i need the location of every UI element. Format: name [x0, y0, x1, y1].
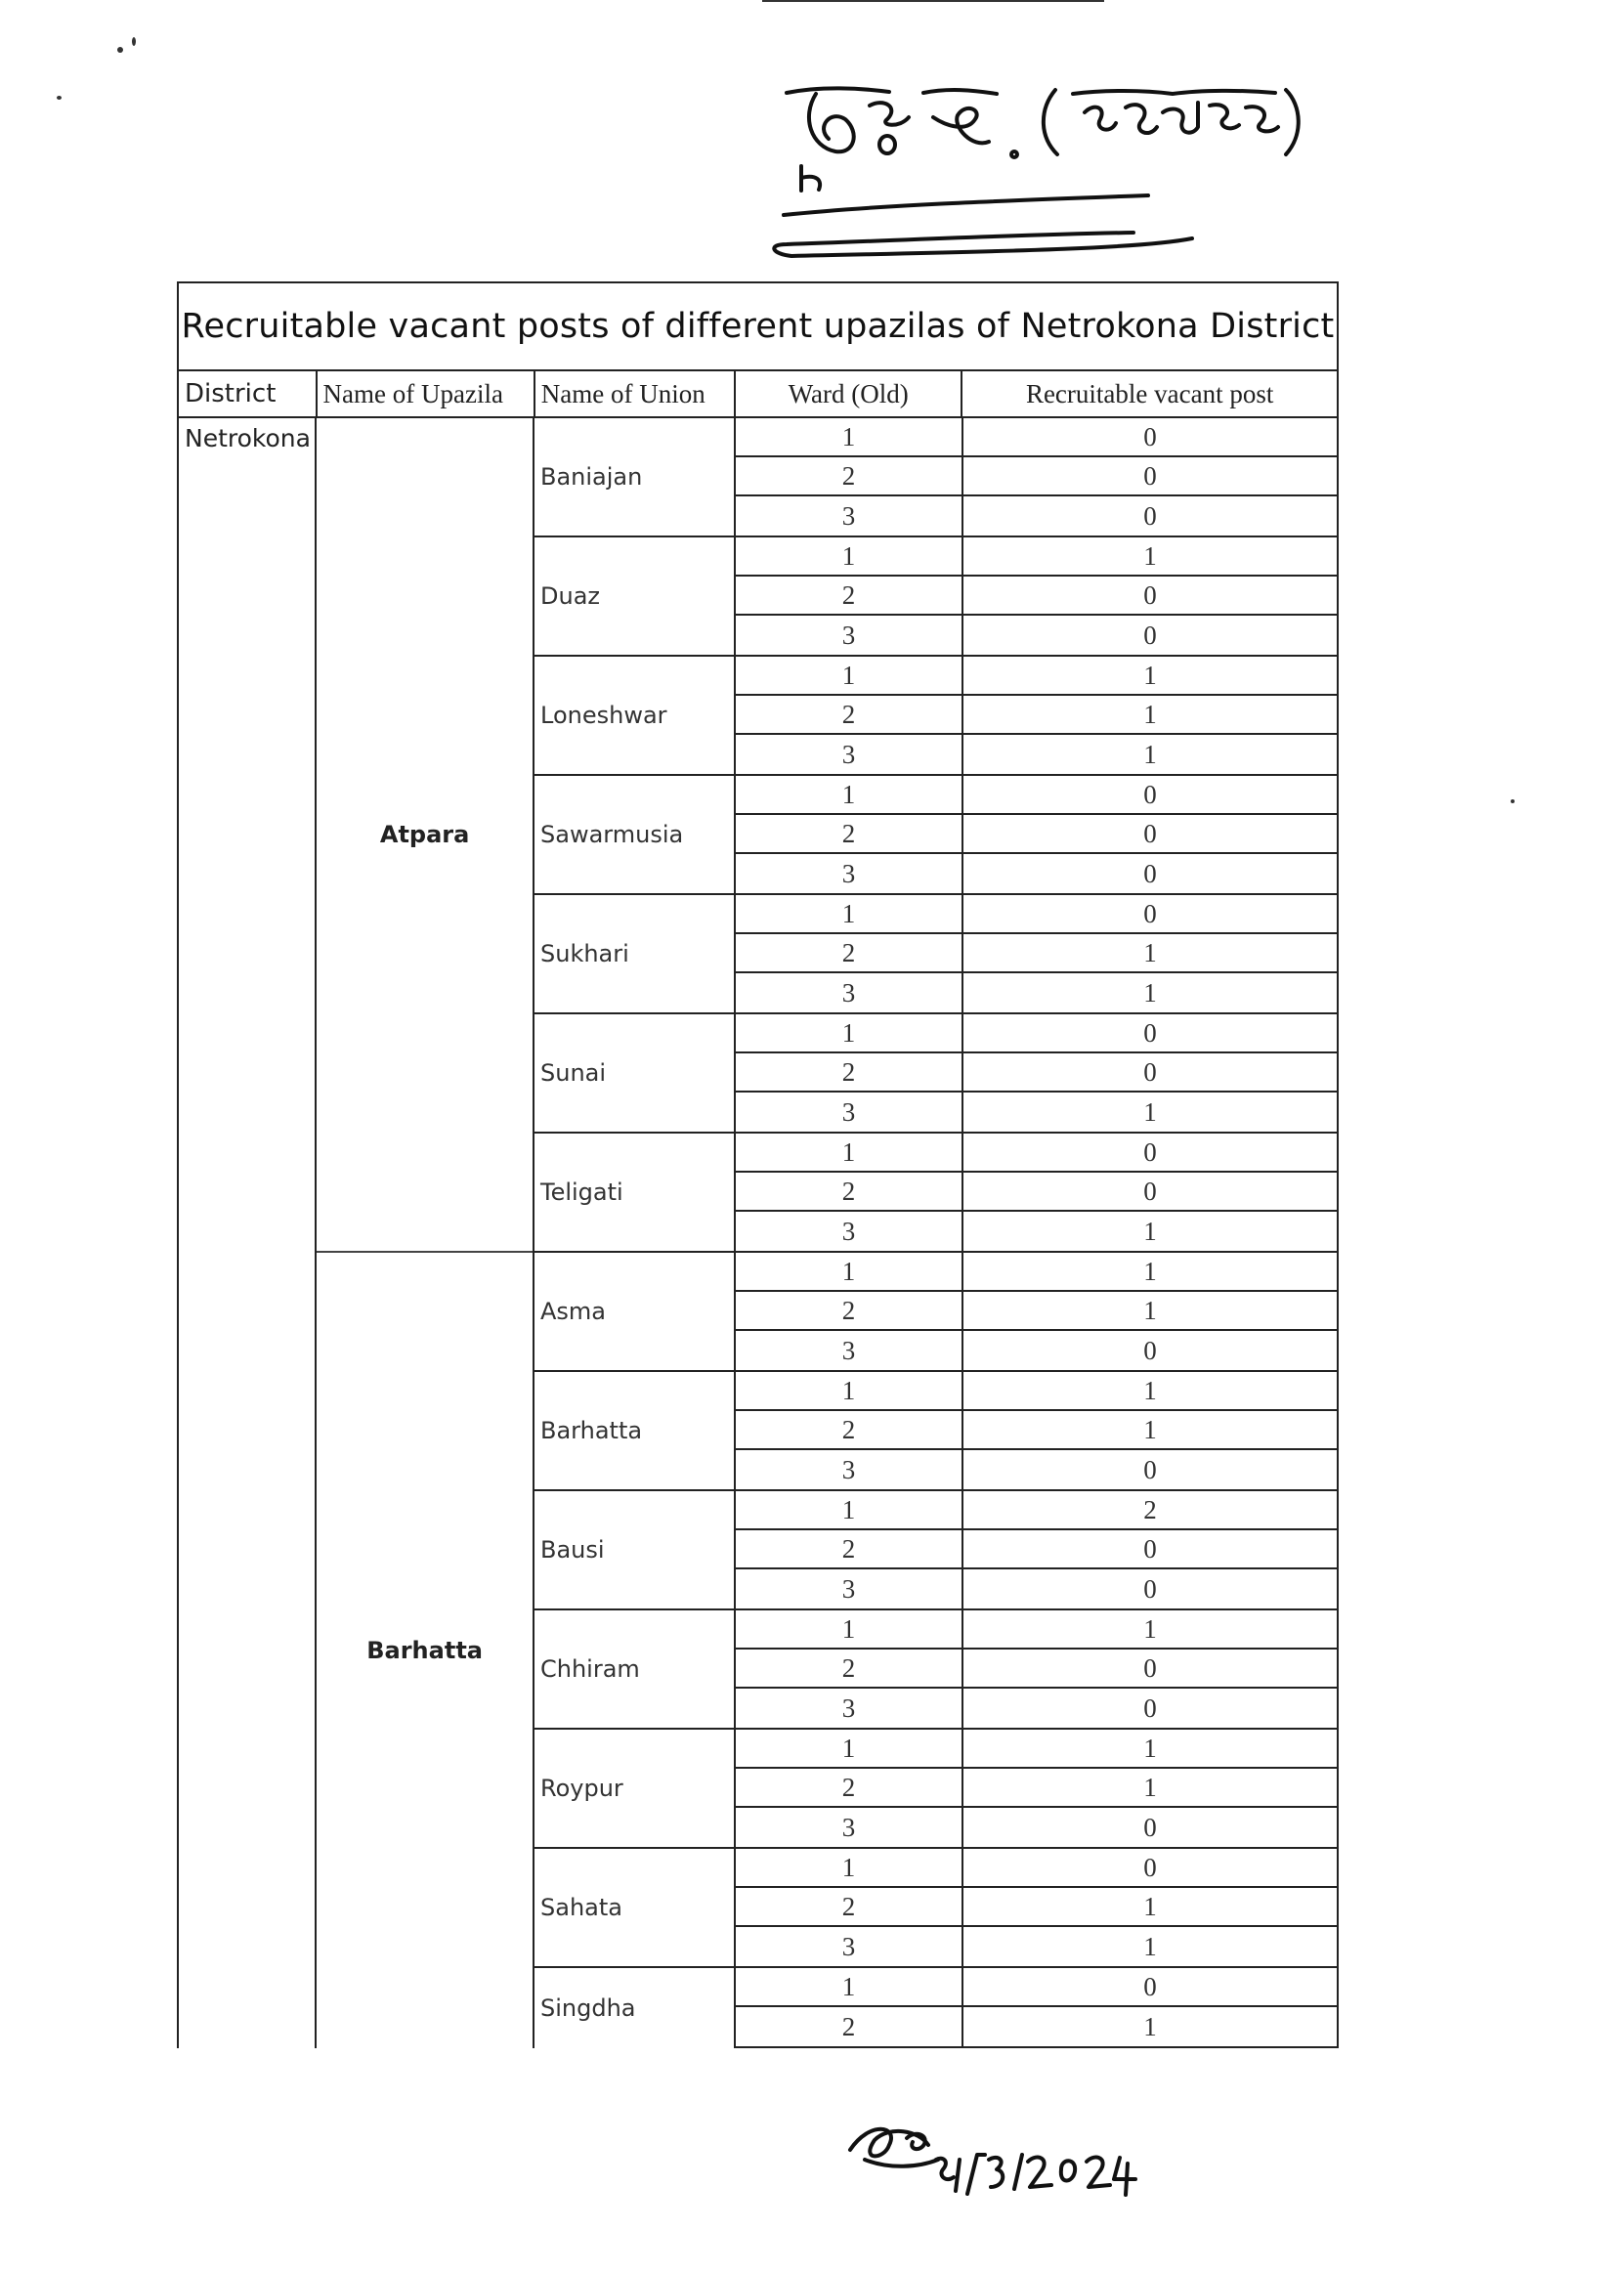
table-row: [736, 496, 1337, 536]
union-name-cell: Sawarmusia: [534, 776, 736, 893]
vacant-post-cell: 1: [1143, 699, 1157, 729]
table-row: [736, 1014, 1337, 1053]
ward-cell: 3: [736, 973, 963, 1012]
ward-cell: 1: [736, 418, 963, 455]
table-row: [736, 1927, 1337, 1966]
vacant-post-cell: 0: [1143, 1812, 1157, 1842]
ward-rows: [736, 1730, 1339, 1847]
union-name-cell: Sunai: [534, 1014, 736, 1132]
vacant-post-cell: 0: [1143, 779, 1157, 809]
handwritten-signature-date: [831, 2101, 1143, 2228]
table-row: [736, 815, 1337, 854]
ward-cell: 2: [736, 1650, 963, 1687]
union-group: [534, 776, 1339, 895]
ward-cell: 2: [736, 1888, 963, 1925]
handwritten-annotation-top: [762, 59, 1407, 283]
vacant-post-cell: 1: [1143, 2011, 1157, 2041]
ward-rows: [736, 1253, 1339, 1370]
union-group: [534, 418, 1339, 537]
ward-rows: [736, 657, 1339, 774]
ward-rows: [736, 1372, 1339, 1489]
vacant-post-cell: 1: [1143, 937, 1157, 967]
vacant-post-cell: 0: [1143, 818, 1157, 848]
table-row: [736, 1530, 1337, 1569]
ward-cell: 1: [736, 776, 963, 813]
vacant-post-cell: 1: [1143, 1375, 1157, 1405]
ward-cell: 1: [736, 1134, 963, 1171]
vacant-post-cell: 1: [1143, 1613, 1157, 1644]
ward-rows: [736, 1849, 1339, 1966]
table-row: [736, 1212, 1337, 1251]
header-ward: Ward (Old): [736, 371, 962, 416]
ward-cell: 1: [736, 895, 963, 932]
vacant-post-cell: 0: [1143, 1852, 1157, 1882]
vacant-post-cell: 0: [1143, 620, 1157, 650]
ward-cell: 2: [736, 457, 963, 494]
vacant-post-cell: 1: [1143, 1295, 1157, 1325]
union-name-cell: Barhatta: [534, 1372, 736, 1489]
vacant-post-cell: 0: [1143, 1335, 1157, 1365]
union-group: [534, 1134, 1339, 1253]
district-cell: Netrokona: [185, 424, 311, 452]
vacant-post-cell: 1: [1143, 739, 1157, 769]
ward-cell: 1: [736, 1730, 963, 1767]
table-row: [736, 1730, 1337, 1769]
union-group: [534, 657, 1339, 776]
ward-rows: [736, 1014, 1339, 1132]
table-row: [736, 1808, 1337, 1847]
table-row: [736, 1569, 1337, 1608]
union-name-cell: Teligati: [534, 1134, 736, 1251]
vacant-post-cell: 0: [1143, 1533, 1157, 1564]
table-row: [736, 973, 1337, 1012]
upazila-column: [317, 418, 534, 2048]
vacant-post-cell: 0: [1143, 500, 1157, 531]
ward-cell: 1: [736, 1968, 963, 2005]
ward-cell: 3: [736, 496, 963, 536]
vacant-post-cell: 0: [1143, 898, 1157, 928]
table-row: [736, 1849, 1337, 1888]
table-row: [736, 1134, 1337, 1173]
union-name-cell: Bausi: [534, 1491, 736, 1608]
ward-cell: 1: [736, 1253, 963, 1290]
ward-cell: 3: [736, 854, 963, 893]
vacant-post-cell: 0: [1143, 858, 1157, 888]
table-row: [736, 1491, 1337, 1530]
union-group: [534, 1014, 1339, 1134]
vacant-post-cell: 0: [1143, 1971, 1157, 2001]
ward-cell: 3: [736, 1450, 963, 1489]
union-group: [534, 1968, 1339, 2048]
table-row: [736, 1888, 1337, 1927]
union-group: [534, 1372, 1339, 1491]
table-row: [736, 854, 1337, 893]
ward-cell: 1: [736, 1491, 963, 1528]
vacant-post-cell: 0: [1143, 1573, 1157, 1604]
union-name-cell: Roypur: [534, 1730, 736, 1847]
union-name-cell: Chhiram: [534, 1610, 736, 1728]
ward-cell: 1: [736, 657, 963, 694]
ward-rows: [736, 1134, 1339, 1251]
table-title: Recruitable vacant posts of different upazilas of Netrokona District: [177, 281, 1339, 371]
header-union: Name of Union: [535, 371, 736, 416]
vacant-post-cell: 0: [1143, 1136, 1157, 1167]
ward-rows: [736, 1968, 1339, 2048]
scan-edge-line: [762, 0, 1104, 2]
vacant-post-cell: 0: [1143, 579, 1157, 610]
union-group: [534, 537, 1339, 657]
table-row: [736, 776, 1337, 815]
table-body: [177, 418, 1339, 2048]
upazila-name-cell: Atpara: [317, 418, 533, 1253]
table-row: [736, 696, 1337, 735]
union-group: [534, 1491, 1339, 1610]
table-row: [736, 418, 1337, 457]
vacant-post-cell: 1: [1143, 1733, 1157, 1763]
ward-cell: 1: [736, 1014, 963, 1051]
vacant-post-cell: 1: [1143, 1772, 1157, 1802]
table-row: [736, 1093, 1337, 1132]
ward-cell: 3: [736, 1331, 963, 1370]
ward-rows: [736, 418, 1339, 536]
ward-cell: 2: [736, 2007, 963, 2046]
union-ward-columns: [534, 418, 1339, 2048]
vacant-post-cell: 1: [1143, 1216, 1157, 1246]
ward-cell: 1: [736, 537, 963, 575]
table-row: [736, 1253, 1337, 1292]
ward-cell: 2: [736, 1769, 963, 1806]
header-upazila: Name of Upazila: [318, 371, 535, 416]
svg-text:31/3/2024: 31/3/2024: [831, 2226, 835, 2227]
table-row: [736, 934, 1337, 973]
ward-cell: 3: [736, 616, 963, 655]
vacant-post-cell: 2: [1143, 1494, 1157, 1524]
header-vacant: Recruitable vacant post: [1025, 378, 1274, 408]
ward-cell: 1: [736, 1849, 963, 1886]
union-name-cell: Duaz: [534, 537, 736, 655]
union-group: [534, 1610, 1339, 1730]
table-row: [736, 1968, 1337, 2007]
table-header-row: [177, 371, 1339, 418]
ward-rows: [736, 895, 1339, 1012]
ward-cell: 2: [736, 577, 963, 614]
ward-cell: 2: [736, 1411, 963, 1448]
vacant-post-cell: 0: [1143, 1693, 1157, 1723]
district-column: [179, 418, 317, 2048]
table-row: [736, 1610, 1337, 1650]
ward-cell: 3: [736, 1569, 963, 1608]
table-row: [736, 1372, 1337, 1411]
ward-rows: [736, 1491, 1339, 1608]
vacant-post-cell: 0: [1143, 421, 1157, 451]
header-district: District: [179, 371, 318, 416]
ward-cell: 1: [736, 1610, 963, 1648]
vacant-posts-table: [177, 281, 1339, 2048]
ward-rows: [736, 776, 1339, 893]
union-name-cell: Sahata: [534, 1849, 736, 1966]
table-row: [736, 616, 1337, 655]
ward-cell: 2: [736, 934, 963, 971]
ward-cell: 2: [736, 1530, 963, 1567]
ward-cell: 3: [736, 1689, 963, 1728]
ward-cell: 2: [736, 815, 963, 852]
table-row: [736, 1053, 1337, 1093]
vacant-post-cell: 0: [1143, 1056, 1157, 1087]
ward-cell: 2: [736, 1053, 963, 1091]
vacant-post-cell: 0: [1143, 460, 1157, 491]
union-name-cell: Asma: [534, 1253, 736, 1370]
scan-speck: [1511, 799, 1515, 803]
vacant-post-cell: 1: [1143, 660, 1157, 690]
vacant-post-cell: 0: [1143, 1454, 1157, 1484]
union-name-cell: Baniajan: [534, 418, 736, 536]
table-row: [736, 657, 1337, 696]
union-group: [534, 1730, 1339, 1849]
union-name-cell: Loneshwar: [534, 657, 736, 774]
ward-cell: 2: [736, 696, 963, 733]
upazila-name-cell: Barhatta: [366, 1637, 483, 1664]
ward-cell: 2: [736, 1173, 963, 1210]
vacant-post-cell: 1: [1143, 1414, 1157, 1444]
vacant-post-cell: 1: [1143, 1096, 1157, 1127]
ward-cell: 3: [736, 1927, 963, 1966]
ward-cell: 3: [736, 1093, 963, 1132]
vacant-post-cell: 1: [1143, 1931, 1157, 1961]
table-row: [736, 577, 1337, 616]
table-row: [736, 457, 1337, 496]
table-row: [736, 895, 1337, 934]
table-row: [736, 537, 1337, 577]
table-row: [736, 1650, 1337, 1689]
union-group: [534, 1253, 1339, 1372]
vacant-post-cell: 0: [1143, 1652, 1157, 1683]
table-row: [736, 1689, 1337, 1728]
vacant-post-cell: 1: [1143, 1256, 1157, 1286]
ward-cell: 3: [736, 735, 963, 774]
table-row: [736, 1331, 1337, 1370]
vacant-post-cell: 1: [1143, 540, 1157, 571]
ward-rows: [736, 1610, 1339, 1728]
vacant-post-cell: 0: [1143, 1017, 1157, 1048]
table-row: [736, 1450, 1337, 1489]
scan-speck: [117, 47, 123, 53]
scan-speck: [57, 96, 62, 100]
vacant-post-cell: 0: [1143, 1176, 1157, 1206]
vacant-post-cell: 1: [1143, 1891, 1157, 1921]
ward-cell: 1: [736, 1372, 963, 1409]
table-row: [736, 2007, 1337, 2046]
vacant-post-cell: 1: [1143, 977, 1157, 1007]
scan-speck: [132, 37, 136, 46]
table-row: [736, 1292, 1337, 1331]
table-row: [736, 1173, 1337, 1212]
ward-cell: 2: [736, 1292, 963, 1329]
union-name-cell: Sukhari: [534, 895, 736, 1012]
union-name-cell: Singdha: [534, 1968, 736, 2048]
table-row: [736, 735, 1337, 774]
ward-cell: 3: [736, 1212, 963, 1251]
union-group: [534, 895, 1339, 1014]
union-group: [534, 1849, 1339, 1968]
table-row: [736, 1411, 1337, 1450]
table-row: [736, 1769, 1337, 1808]
ward-rows: [736, 537, 1339, 655]
ward-cell: 3: [736, 1808, 963, 1847]
